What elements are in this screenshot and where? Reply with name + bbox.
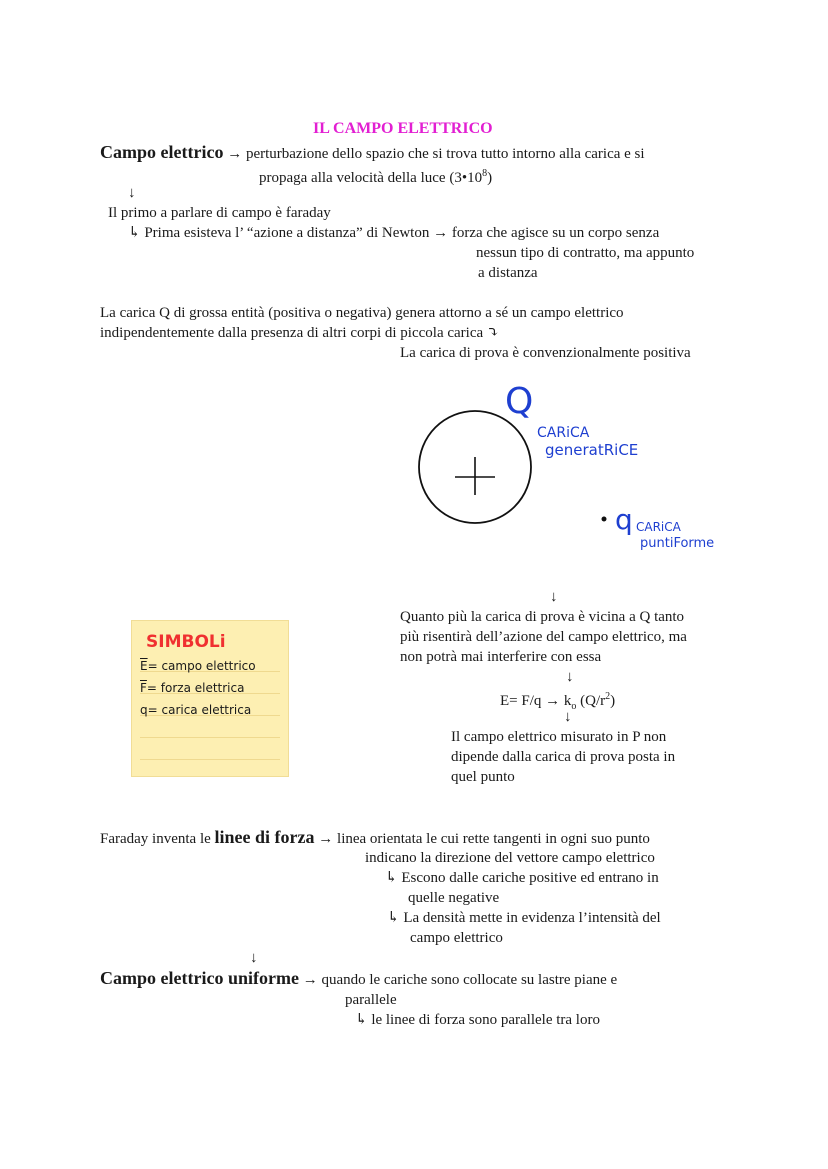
field-formula [500, 687, 615, 717]
lines-definition: → linea orientata le cui rette tangenti in ogni suo punto [314, 831, 650, 847]
down-arrow-5: ↓ [250, 950, 258, 966]
uniform-term: Campo elettrico uniforme [100, 968, 299, 988]
faraday-line-2: ↳ Prima esisteva l’ “azione a distanza” di Newton → forza che agisce su un corpo senza [128, 225, 660, 241]
intro-arrow: → [227, 146, 243, 162]
lines-line-6: campo elettrico [410, 930, 503, 946]
charge-line-2: indipendentemente dalla presenza di altri corpi di piccola carica ⤵ [100, 325, 500, 341]
formula-part-2: (Q/r [576, 693, 606, 709]
p-line-1: Il campo elettrico misurato in P non [451, 729, 667, 745]
intro-term: Campo elettrico [100, 142, 224, 162]
small-charge-caption-2: puntiForme [640, 536, 715, 551]
intro-line-2-text: propaga alla velocità della luce (3•10 [259, 170, 483, 186]
symbol-f-letter: $\overline{F}$ [140, 681, 147, 695]
point-charge-dot [602, 517, 607, 522]
proximity-line-3: non potrà mai interferire con essa [400, 649, 602, 665]
p-line-3: quel punto [451, 769, 515, 785]
symbol-q: q= carica elettrica [140, 703, 252, 717]
symbols-note [131, 620, 289, 777]
symbol-f-meaning: = forza elettrica [146, 681, 245, 695]
page-title: IL CAMPO ELETTRICO [313, 120, 493, 137]
note-rule [140, 737, 280, 738]
lines-line-1 [100, 827, 650, 849]
big-charge-caption-1: CARiCA [537, 425, 590, 441]
lines-line-2: indicano la direzione del vettore campo elettrico [365, 850, 655, 866]
proximity-line-1: Quanto più la carica di prova è vicina a Q tanto [400, 609, 685, 625]
intro-definition: perturbazione dello spazio che si trova tutto intorno alla carica e si [245, 146, 645, 162]
down-arrow-4: ↓ [564, 709, 572, 725]
charge-line-1: La carica Q di grossa entità (positiva o negativa) genera attorno a sé un campo elettrico [100, 305, 624, 321]
intro-line-2 [259, 164, 492, 188]
formula-subscript: o [571, 701, 577, 712]
big-charge-label: Q [505, 381, 534, 422]
big-charge-caption-2: generatRiCE [545, 441, 639, 459]
uniform-line-2: parallele [345, 992, 397, 1008]
faraday-line-3: nessun tipo di contratto, ma appunto [476, 245, 695, 261]
formula-part-1: E= F/q → k [500, 693, 572, 709]
symbol-f [140, 678, 244, 698]
formula-superscript: 2 [605, 691, 611, 702]
small-charge-caption-1: CARiCA [636, 520, 681, 534]
uniform-line-1 [100, 968, 617, 990]
faraday-line-1: Il primo a parlare di campo è faraday [108, 205, 331, 221]
down-arrow-2: ↓ [550, 589, 558, 605]
lines-line-4: quelle negative [408, 890, 500, 906]
lines-line-5: ↳ La densità mette in evidenza l’intensità del [387, 910, 661, 926]
symbol-e-meaning: = campo elettrico [147, 659, 256, 673]
intro-line-1 [100, 142, 645, 164]
symbol-e [140, 656, 256, 676]
p-line-2: dipende dalla carica di prova posta in [451, 749, 676, 765]
lines-term: linee di forza [214, 827, 315, 847]
lines-pre: Faraday inventa le [100, 831, 215, 847]
formula-part-3: ) [610, 693, 616, 709]
charge-line-3: La carica di prova è convenzionalmente positiva [400, 345, 691, 361]
down-arrow-1: ↓ [128, 185, 136, 201]
small-charge-label: q [615, 503, 633, 536]
symbols-heading: SIMBOLi [146, 632, 226, 652]
note-rule [140, 759, 280, 760]
proximity-line-2: più risentirà dell’azione del campo elettrico, ma [400, 629, 687, 645]
down-arrow-3: ↓ [566, 669, 574, 685]
intro-exponent: 8 [482, 168, 488, 179]
symbol-e-letter: $\overline{E}$ [140, 659, 148, 673]
intro-line-2-close: ) [487, 170, 493, 186]
lines-line-3: ↳ Escono dalle cariche positive ed entrano in [385, 870, 659, 886]
faraday-line-4: a distanza [478, 265, 538, 281]
uniform-definition: → quando le cariche sono collocate su lastre piane e [298, 972, 618, 988]
uniform-line-3: ↳ le linee di forza sono parallele tra loro [355, 1012, 600, 1028]
